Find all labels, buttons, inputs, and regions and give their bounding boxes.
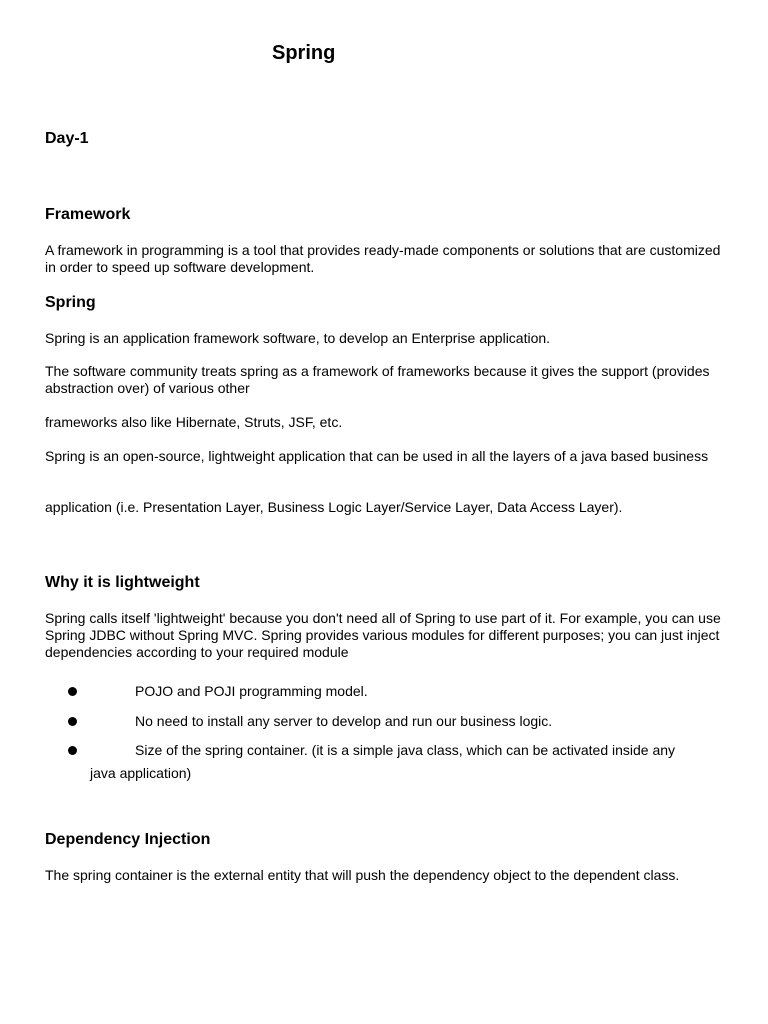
di-heading: Dependency Injection [45,831,211,848]
bullet-dot-icon [68,687,77,696]
framework-heading: Framework [45,206,131,223]
bullet-dot-icon [68,746,77,755]
bullet-2-marker [68,710,77,732]
spring-paragraph-5: application (i.e. Presentation Layer, Business Logic Layer/Service Layer, Data Access Layer). [45,499,623,515]
document-title: Spring [272,42,336,64]
spring-paragraph-4: Spring is an open-source, lightweight application that can be used in all the layers of a java based business [45,448,709,464]
framework-paragraph: A framework in programming is a tool that provides ready-made components or solutions that are customized in order to speed up software development. [45,242,721,275]
bullet-3-text: Size of the spring container. (it is a simple java class, which can be activated inside any [135,742,676,758]
lightweight-paragraph: Spring calls itself 'lightweight' because you don't need all of Spring to use part of it. For example, you can use Spring JDBC without Spring MVC. Spring provides various modules for different purposes; you can just inject dependencies according to your required module [45,610,721,660]
spring-paragraph-1: Spring is an application framework software, to develop an Enterprise application. [45,330,551,346]
bullet-3-marker [68,739,77,761]
spring-paragraph-3: frameworks also like Hibernate, Struts, JSF, etc. [45,414,343,430]
bullet-1-marker [68,680,77,702]
spring-paragraph-2: The software community treats spring as a framework of frameworks because it gives the support (provides abstraction over) of various other [45,363,710,396]
bullet-dot-icon [68,717,77,726]
bullet-3-continuation: java application) [90,765,192,781]
lightweight-heading: Why it is lightweight [45,574,200,591]
bullet-1-text: POJO and POJI programming model. [135,683,368,699]
bullet-2-text: No need to install any server to develop and run our business logic. [135,713,553,729]
day-heading: Day-1 [45,130,89,147]
spring-heading: Spring [45,294,96,311]
di-paragraph: The spring container is the external entity that will push the dependency object to the dependent class. [45,867,680,883]
